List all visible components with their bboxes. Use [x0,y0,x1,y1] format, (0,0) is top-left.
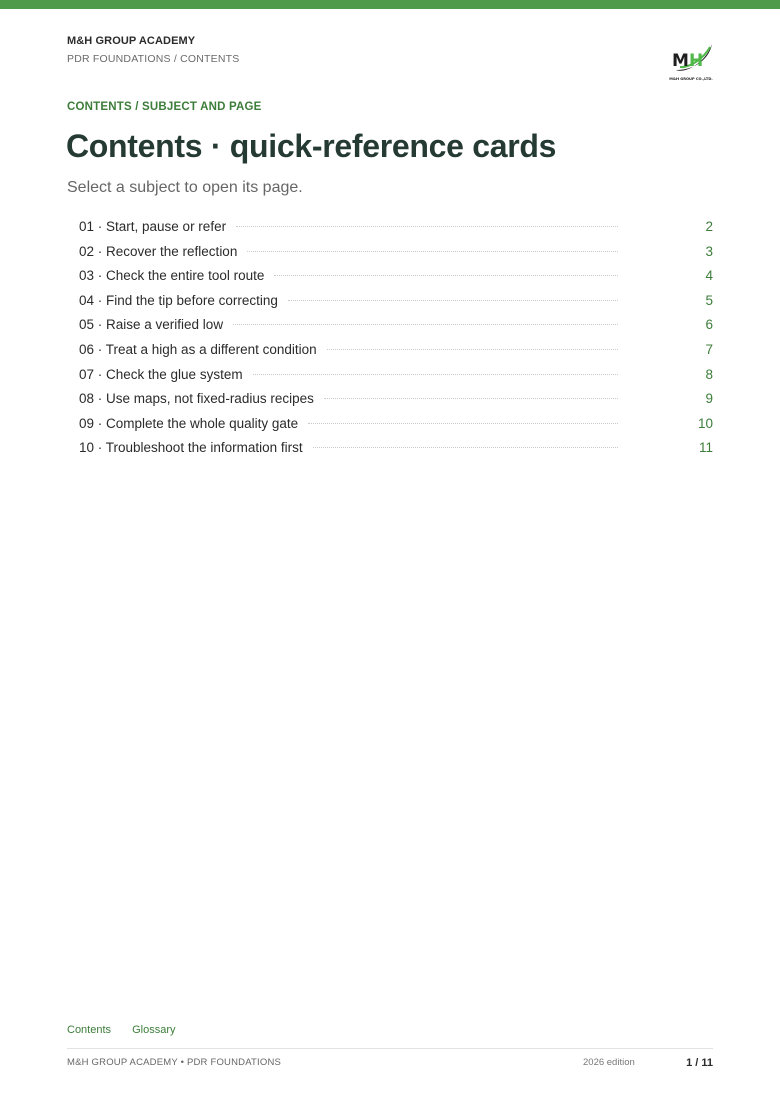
toc-entry-label: 03 · Check the entire tool route [79,268,265,284]
toc-dot-leader [274,275,618,276]
section-label: CONTENTS / SUBJECT AND PAGE [67,101,262,113]
toc-entry-page: 6 [705,317,713,333]
page-title: Contents · quick-reference cards [66,128,557,164]
top-accent-bar [0,0,780,9]
footer-nav [67,1024,194,1036]
toc-entry-page: 11 [698,440,713,456]
toc-entry-page: 10 [697,415,713,431]
footer-link-contents[interactable]: Contents [67,1024,112,1036]
toc-entry-page: 4 [705,268,713,284]
toc-entry-label: 10 · Troubleshoot the information first [79,440,303,456]
toc-entry-label: 08 · Use maps, not fixed-radius recipes [79,391,314,407]
toc-entry[interactable] [79,367,713,392]
page-number: 1 / 11 [686,1057,713,1069]
footer-edition: 2026 edition [583,1057,635,1068]
page-subtitle: Select a subject to open its page. [67,179,303,196]
toc-dot-leader [288,300,618,301]
toc-entry[interactable] [79,440,713,465]
footer-organization: M&H GROUP ACADEMY • PDR FOUNDATIONS [67,1057,282,1068]
toc-entry[interactable] [79,416,713,441]
toc-entry-page: 3 [705,243,713,259]
toc-entry-page: 5 [705,292,713,308]
toc-dot-leader [233,324,618,325]
breadcrumb: PDR FOUNDATIONS / CONTENTS [67,53,240,65]
table-of-contents [79,219,713,465]
toc-entry[interactable] [79,391,713,416]
toc-dot-leader [327,349,618,350]
svg-text:M: M [672,51,689,71]
toc-entry[interactable] [79,244,713,269]
toc-entry[interactable] [79,317,713,342]
toc-entry-label: 04 · Find the tip before correcting [79,292,278,308]
toc-entry-label: 01 · Start, pause or refer [79,219,227,234]
toc-dot-leader [247,251,618,252]
toc-entry[interactable] [79,293,713,318]
toc-entry-label: 07 · Check the glue system [79,366,243,382]
toc-dot-leader [253,374,618,375]
toc-dot-leader [324,398,618,399]
toc-dot-leader [308,423,618,424]
toc-dot-leader [236,226,618,227]
toc-entry-label: 06 · Treat a high as a different condition [79,341,317,357]
toc-entry-page: 9 [705,391,713,407]
toc-entry-label: 02 · Recover the reflection [79,243,238,259]
footer-divider [67,1048,713,1049]
brand-name: M&H GROUP ACADEMY [67,35,196,47]
mh-logo-icon [666,40,716,84]
toc-entry-page: 8 [705,366,713,382]
svg-text:H: H [689,51,704,71]
footer-link-glossary[interactable]: Glossary [132,1024,176,1036]
toc-dot-leader [313,447,618,448]
toc-entry[interactable] [79,219,713,244]
toc-entry-page: 7 [705,341,713,357]
svg-text:M&H GROUP CO.,LTD.: M&H GROUP CO.,LTD. [669,77,713,81]
toc-entry-page: 2 [705,219,713,234]
toc-entry-label: 05 · Raise a verified low [79,317,224,333]
company-logo [666,40,716,84]
toc-entry[interactable] [79,342,713,367]
toc-entry[interactable] [79,268,713,293]
toc-entry-label: 09 · Complete the whole quality gate [79,415,299,431]
